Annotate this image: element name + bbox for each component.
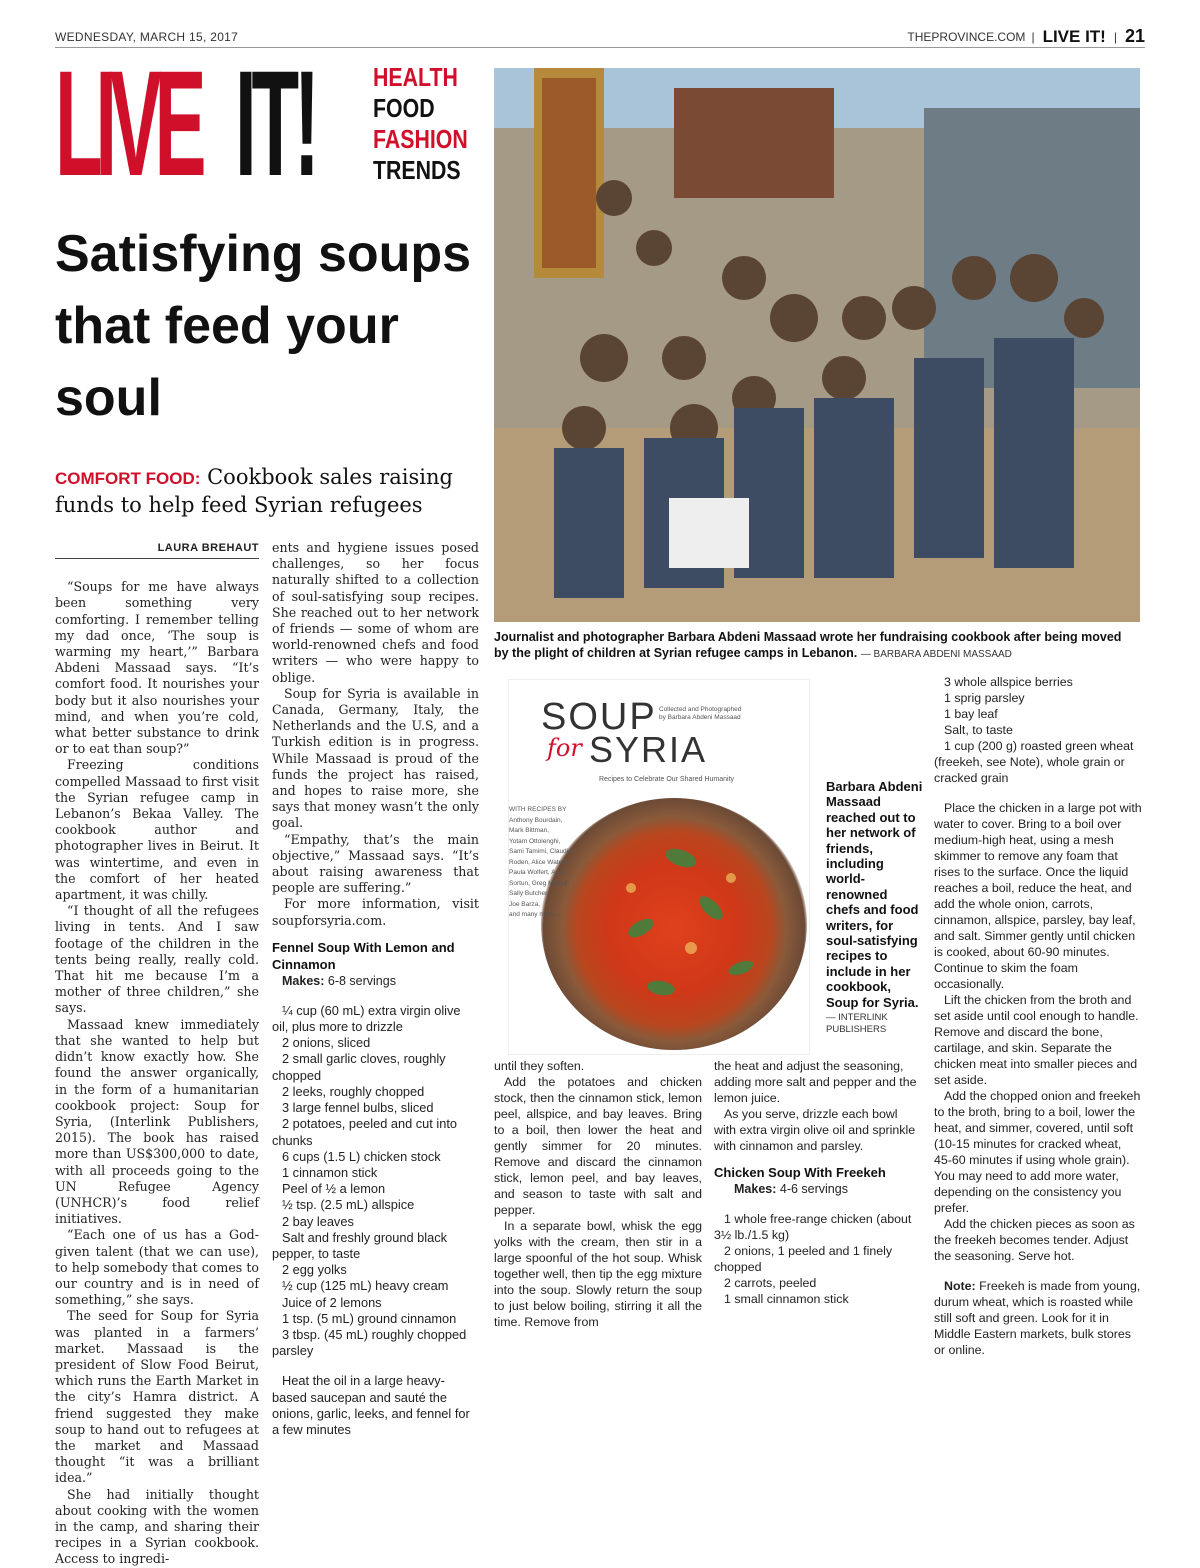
story-paragraph: The seed for Soup for Syria was planted in a farmers’ market. Massaad is the president of Slow Food Beirut, which runs the Earth Market in the city’s Hamra district. A friend suggested they make soup to hand out to refugees at the market and Massaad thought “it was a brilliant idea.” (55, 1308, 259, 1486)
recipe-text: As you serve, drizzle each bowl with extra virgin olive oil and sprinkle with cinnamon and parsley. (714, 1107, 916, 1153)
ingredient: Salt and freshly ground black pepper, to taste (272, 1229, 448, 1261)
spacer (272, 929, 479, 939)
contributor: Mark Bittman, (509, 827, 550, 834)
makes-label: Makes: (734, 1182, 777, 1196)
ingredient: Juice of 2 lemons (282, 1294, 382, 1310)
recipe-text: Add the potatoes and chicken stock, then the cinnamon stick, lemon peel, allspice, and bay leaves. Bring to a boil, then lower the heat and gently simmer for 20 minutes. Remove and discard the cinnamon stick, lemon peel, and bay leaves, and season to taste with salt and pepper. (494, 1075, 702, 1217)
makes-value: 6-8 servings (327, 973, 396, 988)
header-right (907, 26, 1145, 47)
article-headline: Satisfying soups that feed your soul (55, 225, 472, 427)
article-deck (55, 464, 485, 519)
recipe1-makes (272, 973, 479, 989)
ingredient: 2 onions, 1 peeled and 1 finely chopped (714, 1244, 893, 1274)
recipe-note (934, 1278, 1142, 1358)
recipe-step: Add the chicken pieces as soon as the freekeh becomes tender. Adjust the seasoning. Serve hot. (934, 1217, 1135, 1263)
book-title-syria: SYRIA (589, 729, 708, 770)
book-collected: Collected and Photographed (659, 706, 742, 713)
ingredient: Salt, to taste (944, 723, 1013, 737)
topic-food: FOOD (373, 93, 435, 123)
ingredient: 1 whole free-range chicken (about 3½ lb./1.5 kg) (714, 1212, 912, 1242)
contributor: Anthony Bourdain, (509, 816, 563, 824)
story-paragraph: “Empathy, that’s the main objective,” Massaad says. “It’s about raising awareness that people are suffering.” (272, 831, 479, 896)
story-paragraph: She had initially thought about cooking with the women in the camp, and sharing their recipes in a Syrian cookbook. Access to ingredi- (55, 1486, 259, 1567)
book-title-for: for (547, 734, 582, 762)
topic-fashion: FASHION (373, 124, 468, 154)
book-subtitle: Recipes to Celebrate Our Shared Humanity (599, 776, 735, 783)
contributor: Roden, Alice Waters, (509, 858, 570, 866)
book-cover-image (509, 680, 809, 1054)
site-name[interactable]: THEPROVINCE.COM (907, 29, 1026, 44)
issue-date: WEDNESDAY, MARCH 15, 2017 (55, 30, 239, 44)
spacer (272, 1359, 479, 1373)
masthead-topics (373, 62, 468, 186)
ingredient: 2 egg yolks (282, 1262, 347, 1278)
recipe-step: Lift the chicken from the broth and set aside until cool enough to handle. Remove and discard the bone, cartilage, and skin. Separate the chicken meat into smaller pieces and set aside. (934, 993, 1139, 1087)
caption-text: Journalist and photographer Barbara Abdeni Massaad wrote her fundraising cookbook after being moved by the plight of children at Syrian refugee camps in Lebanon. (494, 630, 1122, 660)
section-name: LIVE IT! (1042, 26, 1106, 46)
recipe1-step1 (272, 1373, 479, 1438)
story-paragraph: Massaad knew immediately that she wanted to help but didn’t know exactly how. She found the answer organically, in the form of a humanitarian cookbook project: Soup for Syria, (Interlink Publishers, 2015). The book has raised more than US$300,000 to date, with all proceeds going to the UN Refugee Agency (UNHCR)’s food relief initiatives. (55, 1016, 259, 1227)
recipe-column-5 (934, 674, 1142, 1358)
contributor: Joe Barza, (509, 900, 541, 908)
recipe-text: the heat and adjust the seasoning, adding more salt and pepper and the lemon juice. (714, 1059, 917, 1105)
ingredient: ½ cup (125 mL) heavy cream (282, 1278, 449, 1294)
ingredient: 1 small cinnamon stick (724, 1292, 849, 1306)
story-column-2 (272, 540, 479, 1438)
ingredient: 1 bay leaf (944, 707, 998, 721)
story-paragraph: “I thought of all the refugees living in tents. And I saw footage of the children in the tents being really, really cold. That hit me because I’m a mother of three children,” she says. (55, 903, 259, 1016)
story-paragraph: For more information, visit soupforsyria.com. (272, 896, 479, 928)
story-paragraph: ents and hygiene issues posed challenges, so her focus naturally shifted to a collection of soul-satisfying soup recipes. She reached out to her network of friends — some of whom are world-renowned chefs and food writers — who were happy to oblige. (272, 540, 479, 685)
ingredient: 1 tsp. (5 mL) ground cinnamon (282, 1310, 457, 1326)
contributor: Sortun, Greg Malouf, (509, 879, 570, 887)
header-rule (55, 47, 1145, 48)
contributor: and many more… (509, 911, 561, 918)
story-column-1 (55, 540, 259, 1568)
ingredient: 3 large fennel bulbs, sliced (282, 1100, 434, 1116)
deck-text: Cookbook sales raising funds to help feed Syrian refugees (55, 465, 453, 517)
note-label: Note: (944, 1279, 976, 1293)
contributor: Sally Butcher, (509, 890, 549, 897)
story-paragraph: Freezing conditions compelled Massaad to first visit the Syrian refugee camp in Lebanon’s Bekaa Valley. The cookbook author and photographer lives in Beirut. It was wintertime, and even in the comfort of her heated apartment, it was chilly. (55, 757, 259, 903)
ingredient: 3 whole allspice berries (944, 675, 1073, 689)
refugee-children-photo (494, 68, 1140, 622)
spacer (714, 1197, 922, 1211)
ingredient: 1 cup (200 g) roasted green wheat (freekeh, see Note), whole grain or cracked grain (934, 739, 1134, 785)
makes-value: 4-6 servings (779, 1182, 848, 1196)
ingredient: ½ tsp. (2.5 mL) allspice (282, 1197, 415, 1213)
recipe-text: In a separate bowl, whisk the egg yolks with the cream, then stir in a large spoonful of the hot soup. Whisk together well, then tip the egg mixture into the soup. Slowly return the soup to just below boiling, stirring it all the time. Remove from (494, 1219, 702, 1329)
ingredient: 6 cups (1.5 L) chicken stock (282, 1148, 441, 1164)
deck-kicker: COMFORT FOOD: (55, 469, 201, 488)
topic-trends: TRENDS (373, 155, 461, 185)
spacer (714, 1154, 922, 1164)
recipe-step: Heat the oil in a large heavy-based saucepan and sauté the onions, garlic, leeks, and fennel for a few minutes (272, 1373, 470, 1437)
recipe-step: Place the chicken in a large pot with water to cover. Bring to a boil over medium-high heat, using a mesh skimmer to remove any foam that rises to the surface. Once the liquid reaches a boil, reduce the heat, and add the whole onion, carrots, cinnamon, allspice, parsley, bay leaf, and salt. Simmer gently until chicken is cooked, about 60-90 minutes. Continue to skim the foam occasionally. (934, 801, 1142, 991)
story-paragraph: Soup for Syria is available in Canada, Germany, Italy, the Netherlands and the U.S, and a Turkish edition is in progress. While Massaad is proud of the funds the project has raised, and hopes to raise more, she says that money wasn’t the only goal. (272, 685, 479, 831)
contributor: Paula Wolfert, Ana (509, 869, 563, 876)
note-text: Freekeh is made from young, durum wheat, which is roasted while still soft and green. Look for it in Middle Eastern markets, bulk stores or online. (934, 1279, 1141, 1357)
story-paragraph: “Each one of us has a God-given talent (that we can use), to help somebody that comes to our country and is in need of something,” she says. (55, 1227, 259, 1308)
recipe-column-3 (494, 1058, 702, 1330)
photo-caption (494, 629, 1134, 663)
ingredient: 2 small garlic cloves, roughly chopped (272, 1051, 446, 1083)
story-paragraph: “Soups for me have always been something very comforting. I remember telling my dad once, ‘The soup is warming my heart,’” Barbara Abdeni Massaad says. “It’s comfort food. It nourishes your body but it also nourishes your mind, and when you’re cold, what better substance to drink or to eat than soup?” (55, 579, 259, 757)
ingredient: 2 leeks, roughly chopped (282, 1083, 425, 1099)
quote-credit: — INTERLINK PUBLISHERS (826, 1012, 888, 1036)
recipe1-title: Fennel Soup With Lemon and Cinnamon (272, 939, 455, 972)
recipe-step: Add the chopped onion and freekeh to the broth, bring to a boil, lower the heat, and simmer, covered, until soft (10-15 minutes for cracked wheat, 45-60 minutes if using whole grain). You may need to add more water, depending on the consistency you prefer. (934, 1089, 1141, 1215)
section-masthead (55, 39, 485, 207)
ingredient: 2 potatoes, peeled and cut into chunks (272, 1116, 458, 1148)
recipe1-ingredients (272, 1003, 479, 1359)
book-cover-caption (826, 779, 924, 1036)
page-number: 21 (1124, 26, 1145, 46)
byline: LAURA BREHAUT (55, 540, 259, 559)
recipe-text: until they soften. (494, 1059, 585, 1073)
recipe2-title: Chicken Soup With Freekeh (714, 1165, 886, 1180)
ingredient: ¼ cup (60 mL) extra virgin olive oil, plus more to drizzle (272, 1002, 461, 1035)
page-header (55, 26, 1145, 48)
masthead-it: IT! (235, 39, 315, 207)
topic-health: HEALTH (373, 62, 458, 92)
spacer (934, 786, 1142, 800)
book-credit (659, 706, 741, 722)
recipe2-makes (714, 1181, 922, 1197)
ingredient: 3 tbsp. (45 mL) roughly chopped parsley (272, 1326, 467, 1359)
caption-credit: — BARBARA ABDENI MASSAAD (860, 649, 1012, 660)
contributor: Yotam Ottolenghi, (509, 837, 561, 845)
book-contributors (509, 805, 609, 921)
divider: | (1113, 29, 1117, 44)
makes-label: Makes: (282, 973, 325, 988)
ingredient: 2 carrots, peeled (724, 1276, 817, 1290)
ingredient: 1 sprig parsley (944, 691, 1025, 705)
ingredient: 2 bay leaves (282, 1213, 354, 1229)
masthead-live: LIVE (55, 39, 200, 207)
quote-text: Barbara Abdeni Massaad reached out to her network of friends, including world-renowned chefs and food writers, for soul-satisfying recipes to include in her cookbook, Soup for Syria. (826, 779, 923, 1010)
spacer (934, 1264, 1142, 1278)
contributor: Sami Tamimi, Claudia (509, 848, 572, 855)
spacer (272, 989, 479, 1003)
ingredient: 1 cinnamon stick (282, 1164, 378, 1180)
book-author: by Barbara Abdeni Massaad (659, 714, 741, 721)
ingredient: Peel of ½ a lemon (282, 1181, 386, 1197)
book-title-soup: SOUP (541, 696, 657, 738)
photo-illustration (494, 68, 1140, 622)
divider: | (1031, 29, 1035, 44)
recipe-column-4 (714, 1058, 922, 1307)
contributors-label: WITH RECIPES BY (509, 806, 567, 813)
ingredient: 2 onions, sliced (282, 1035, 371, 1051)
